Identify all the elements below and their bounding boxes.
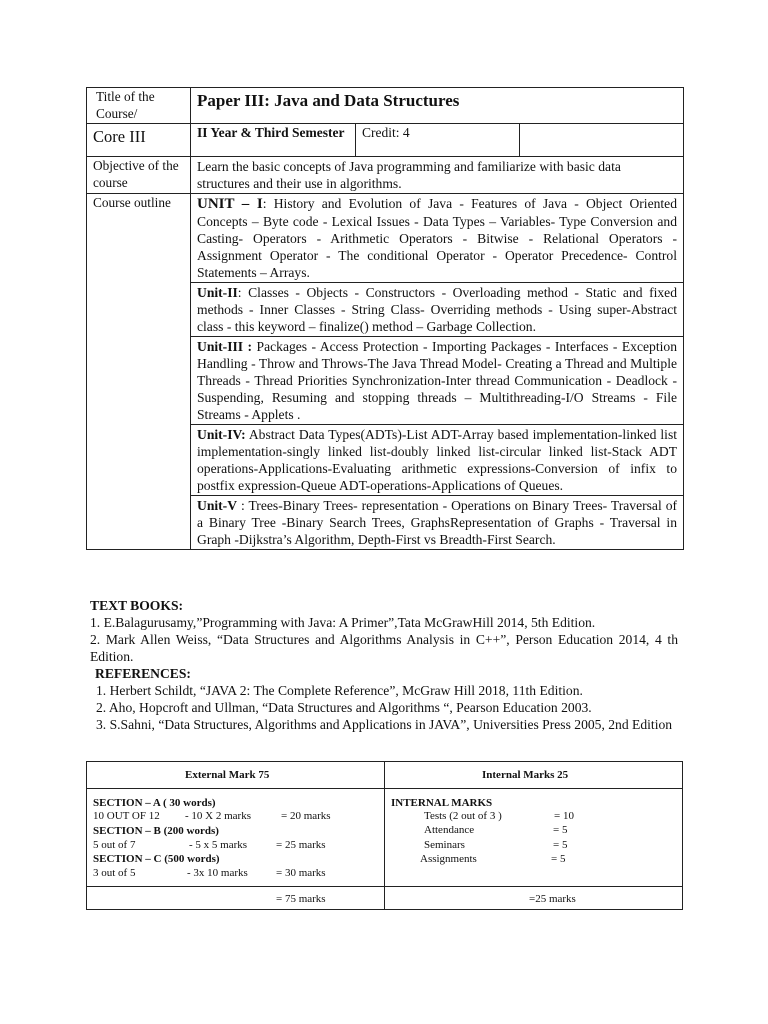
unit-2-text: Classes - Objects - Constructors - Overloading method - Static and fixed methods - Inner Classes - String Class- Overriding methods - Using super-Abstract class - this keyword – finalize() method – Garbage Collection. xyxy=(197,285,678,334)
unit-3-text: Packages - Access Protection - Importing Packages - Interfaces - Exception Handling - Throw and Throws-The Java Thread Model- Creating a Thread and Multiple Threads - Thread Priorities Synchronization-Inter thread Communication - Deadlock - Suspending, Resuming and stopping threads – Multithreading-I/O Streams - File Streams - Applets . xyxy=(197,339,678,422)
unit-4-head: Unit-IV: xyxy=(197,427,246,442)
references-heading: REFERENCES: xyxy=(95,666,191,681)
course-title: Paper III: Java and Data Structures xyxy=(191,88,684,124)
section-a-count: 10 OUT OF 12 xyxy=(93,810,160,822)
internal-tests-label: Tests (2 out of 3 ) xyxy=(424,810,502,822)
unit-5-text: Trees-Binary Trees- representation - Operations on Binary Trees- Traversal of a Binary Tree -Binary Search Trees, GraphsRepresentation of Graphs - Traversal in Graph -Dijkstra’s Algorithm, Depth-First vs Breadth-First Search. xyxy=(197,498,678,547)
internal-assignments-label: Assignments xyxy=(420,853,477,865)
internal-label: INTERNAL MARKS xyxy=(391,797,493,809)
credit: Credit: 4 xyxy=(356,124,520,157)
text-books-heading: TEXT BOOKS: xyxy=(90,598,184,613)
internal-seminars-label: Seminars xyxy=(424,839,465,851)
marks-table xyxy=(86,761,683,910)
internal-attendance-value: = 5 xyxy=(553,824,568,836)
unit-3-head: Unit-III : xyxy=(197,339,253,354)
unit-3 xyxy=(191,337,684,425)
internal-heading: Internal Marks 25 xyxy=(482,769,569,781)
internal-assignments-value: = 5 xyxy=(551,853,566,865)
unit-5-head: Unit-V xyxy=(197,498,238,513)
section-a: SECTION – A ( 30 words) xyxy=(93,797,216,809)
text-book-1: 1. E.Balagurusamy,”Programming with Java: A Primer”,Tata McGrawHill 2014, 5th Edition. xyxy=(90,615,596,630)
year-semester: II Year & Third Semester xyxy=(191,124,356,157)
section-c-total: = 30 marks xyxy=(276,867,326,879)
external-heading: External Mark 75 xyxy=(185,769,270,781)
section-b-calc: - 5 x 5 marks xyxy=(189,839,248,851)
objective-label: Objective of the course xyxy=(87,157,191,194)
unit-2-head: Unit-II xyxy=(197,285,238,300)
reference-3: 3. S.Sahni, “Data Structures, Algorithms and Applications in JAVA”, Universities Press 2005, 2nd Edition xyxy=(96,717,673,732)
reference-2: 2. Aho, Hopcroft and Ullman, “Data Structures and Algorithms “, Pearson Education 2003. xyxy=(96,700,592,715)
objective-text: Learn the basic concepts of Java programming and familiarize with basic data structures and their use in algorithms. xyxy=(191,157,684,194)
internal-seminars-value: = 5 xyxy=(553,839,568,851)
internal-tests-value: = 10 xyxy=(554,810,574,822)
unit-4 xyxy=(191,425,684,496)
title-label: Title of the Course/ xyxy=(87,88,191,124)
unit-1: UNIT – I: History and Evolution of Java - Features of Java - Object Oriented Concepts – Byte code - Lexical Issues - Data Types – Variables- Type Conversion and Casting- Operators - Arithmetic Operators - Bitwise - Relational Operators - Assignment Operator - The conditional Operator - Operator Precedence- Control Statements – Arrays. xyxy=(191,194,684,283)
section-b-count: 5 out of 7 xyxy=(93,839,136,851)
internal-total: =25 marks xyxy=(529,893,576,905)
internal-attendance-label: Attendance xyxy=(424,824,475,836)
syllabus-table xyxy=(86,87,684,550)
unit-1-text: History and Evolution of Java - Features of Java - Object Oriented Concepts – Byte code - Lexical Issues - Data Types – Variables- Type Conversion and Casting- Operators - Arithmetic Operators - Bitwise - Relational Operators - Assignment Operator - The conditional Operator - Operator Precedence- Control Statements – Arrays. xyxy=(197,196,678,280)
external-total: = 75 marks xyxy=(276,893,326,905)
section-c-calc: - 3x 10 marks xyxy=(187,867,248,879)
core-label: Core III xyxy=(87,124,191,157)
unit-5: Unit-V : Trees-Binary Trees- representation - Operations on Binary Trees- Traversal of a Binary Tree -Binary Search Trees, GraphsRepresentation of Graphs - Traversal in Graph -Dijkstra’s Algorithm, Depth-First vs Breadth-First Search. xyxy=(191,496,684,550)
unit-2: Unit-II: Classes - Objects - Constructors - Overloading method - Static and fixed methods - Inner Classes - String Class- Overriding methods - Using super-Abstract class - this keyword – finalize() method – Garbage Collection. xyxy=(191,283,684,337)
books-section xyxy=(90,597,678,733)
empty-cell xyxy=(520,124,684,157)
unit-1-head: UNIT – I xyxy=(197,196,263,212)
section-a-total: = 20 marks xyxy=(281,810,331,822)
section-b-total: = 25 marks xyxy=(276,839,326,851)
section-a-calc: - 10 X 2 marks xyxy=(185,810,251,822)
text-book-2: 2. Mark Allen Weiss, “Data Structures and Algorithms Analysis in C++”, Person Education 2014, 4 th Edition. xyxy=(90,632,678,664)
outline-label: Course outline xyxy=(87,194,191,550)
section-b: SECTION – B (200 words) xyxy=(93,825,219,837)
reference-1: 1. Herbert Schildt, “JAVA 2: The Complete Reference”, McGraw Hill 2018, 11th Edition. xyxy=(96,683,583,698)
section-c-count: 3 out of 5 xyxy=(93,867,136,879)
unit-4-text: Abstract Data Types(ADTs)-List ADT-Array based implementation-linked list implementation-singly linked list-doubly linked list-circular linked list-Stack ADT operations-Applications-Evaluating arithmetic expressions-Conversion of infix to postfix expression-Queue ADT-operations-Applications of Queues. xyxy=(197,427,678,493)
section-c: SECTION – C (500 words) xyxy=(93,853,220,865)
